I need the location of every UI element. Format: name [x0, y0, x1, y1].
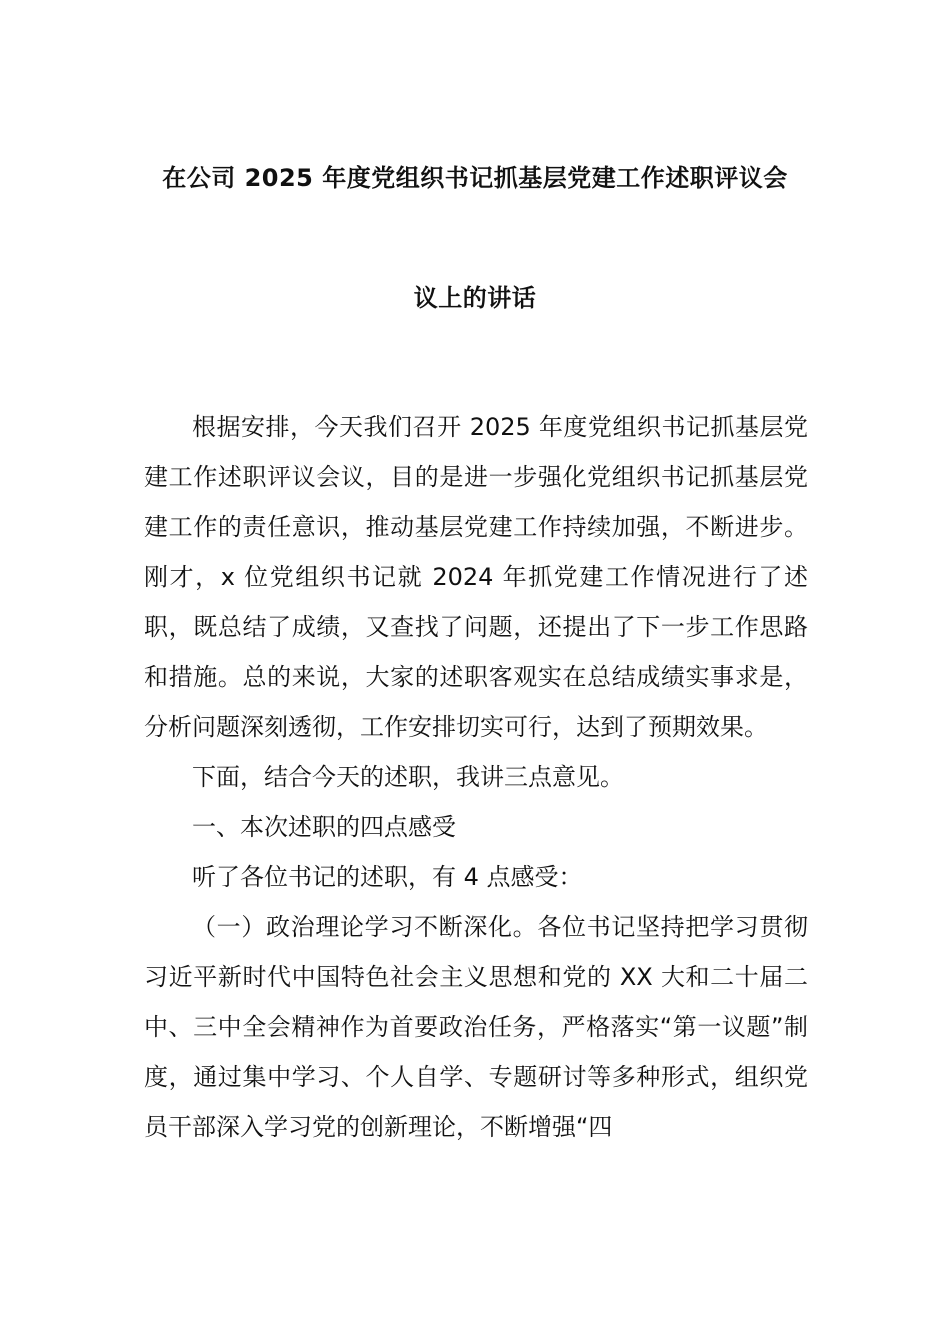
- paragraph-opinions: 下面，结合今天的述职，我讲三点意见。: [192, 763, 624, 791]
- paragraph-intro: 根据安排，今天我们召开 2025 年度党组织书记抓基层党建工作述职评议会议，目的是进一步强化党组织书记抓基层党建工作的责任意识，推动基层党建工作持续加强，不断进步。刚才，x 位党组织书记就 2024 年抓党建工作情况进行了述职，既总结了成绩，又查找了问题，还提出了下一步工作思路和措施。总的来说，大家的述职客观实在总结成绩实事求是，分析问题深刻透彻，工作安排切实可行，达到了预期效果。: [144, 413, 808, 741]
- paragraph-feelings-intro: 听了各位书记的述职，有 4 点感受：: [192, 863, 583, 891]
- document-body: [144, 402, 808, 1152]
- paragraph-point-1: （一）政治理论学习不断深化。各位书记坚持把学习贯彻习近平新时代中国特色社会主义思想和党的 XX 大和二十届二中、三中全会精神作为首要政治任务，严格落实“第一议题”制度，通过集中学习、个人自学、专题研讨等多种形式，组织党员干部深入学习党的创新理论，不断增强“四: [144, 913, 808, 1141]
- document-title-line-2: 议上的讲话: [413, 284, 537, 312]
- section-heading-1: 一、本次述职的四点感受: [192, 813, 456, 841]
- document-title-line-1: 在公司 2025 年度党组织书记抓基层党建工作述职评议会: [162, 164, 788, 192]
